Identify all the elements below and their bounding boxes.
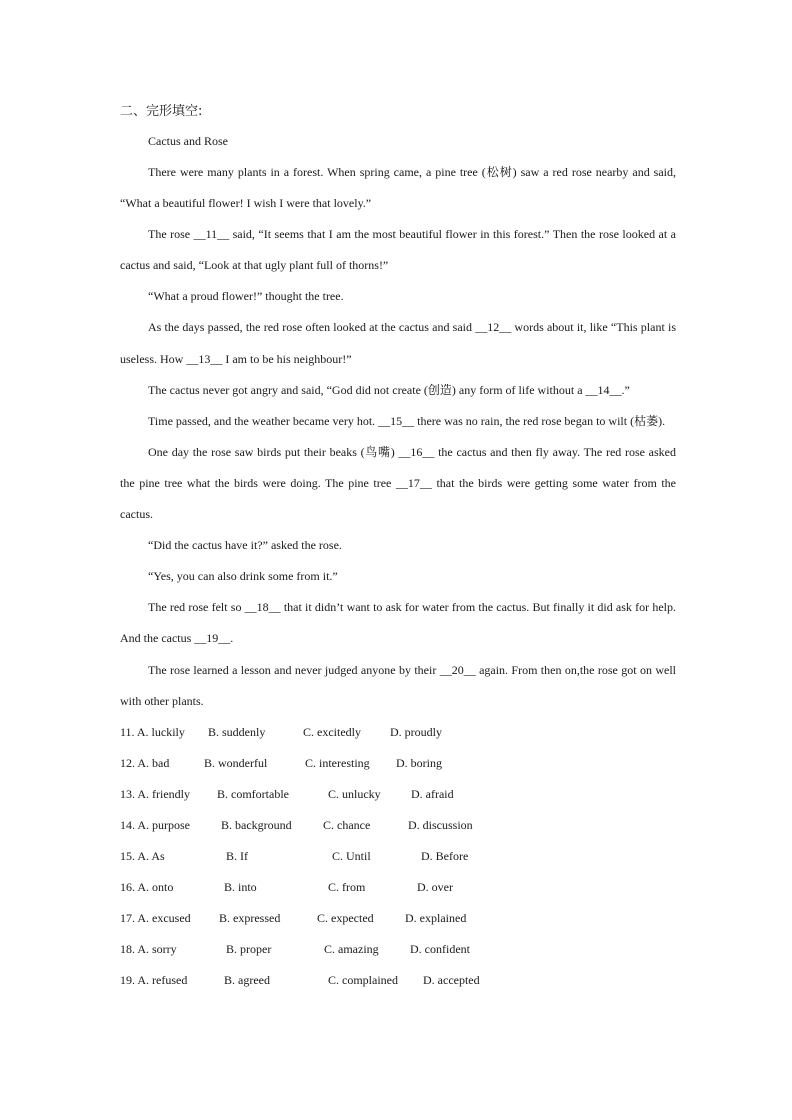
option-c: C. interesting <box>305 755 370 770</box>
option-a: 17. A. excused <box>120 911 191 926</box>
option-a: 15. A. As <box>120 849 165 864</box>
option-d: D. over <box>417 880 453 895</box>
option-a: 12. A. bad <box>120 755 170 770</box>
option-row <box>120 810 676 841</box>
paragraph: The rose learned a lesson and never judged anyone by their __20__ again. From then on,the rose got on well with other plants. <box>120 662 676 708</box>
option-row <box>120 872 676 903</box>
option-c: C. amazing <box>324 942 379 957</box>
option-a: 18. A. sorry <box>120 942 177 957</box>
paragraph: “What a proud flower!” thought the tree. <box>148 289 344 304</box>
option-b: B. into <box>224 880 257 895</box>
paragraph: The rose __11__ said, “It seems that I am the most beautiful flower in this forest.” Then the rose looked at a cactus and said, “Look at that ugly plant full of thorns!” <box>120 227 676 273</box>
paragraph: The cactus never got angry and said, “God did not create (创造) any form of life without a __14__.” <box>148 382 630 397</box>
option-b: B. expressed <box>219 911 281 926</box>
option-row <box>120 965 676 996</box>
option-b: B. agreed <box>224 973 270 988</box>
paragraph: Time passed, and the weather became very hot. __15__ there was no rain, the red rose began to wilt (枯萎). <box>148 413 666 428</box>
paragraph: There were many plants in a forest. When spring came, a pine tree (松树) saw a red rose nearby and said, “What a beautiful flower! I wish I were that lovely.” <box>120 165 676 211</box>
option-a: 11. A. luckily <box>120 724 185 739</box>
option-b: B. wonderful <box>204 755 268 770</box>
option-b: B. comfortable <box>217 786 289 801</box>
option-row <box>120 779 676 810</box>
option-a: 16. A. onto <box>120 880 174 895</box>
option-d: D. Before <box>421 849 469 864</box>
option-d: D. proudly <box>390 724 442 739</box>
option-a: 13. A. friendly <box>120 786 190 801</box>
option-row <box>120 934 676 965</box>
option-row <box>120 748 676 779</box>
option-b: B. proper <box>226 942 272 957</box>
option-d: D. boring <box>396 755 442 770</box>
option-row <box>120 717 676 748</box>
paragraph: The red rose felt so __18__ that it didn’t want to ask for water from the cactus. But finally it did ask for help. And the cactus __19__. <box>120 600 676 646</box>
option-c: C. from <box>328 880 366 895</box>
option-b: B. suddenly <box>208 724 266 739</box>
option-d: D. discussion <box>408 817 473 832</box>
option-d: D. confident <box>410 942 470 957</box>
option-d: D. afraid <box>411 786 454 801</box>
paragraph: “Did the cactus have it?” asked the rose. <box>148 538 342 553</box>
document-page <box>120 98 676 997</box>
option-c: C. expected <box>317 911 374 926</box>
option-c: C. complained <box>328 973 398 988</box>
option-c: C. Until <box>332 849 371 864</box>
option-a: 19. A. refused <box>120 973 188 988</box>
option-d: D. accepted <box>423 973 480 988</box>
paragraph: “Yes, you can also drink some from it.” <box>148 569 338 584</box>
option-c: C. unlucky <box>328 786 381 801</box>
option-b: B. If <box>226 849 248 864</box>
passage-body <box>120 157 676 717</box>
paragraph: As the days passed, the red rose often looked at the cactus and said __12__ words about it, like “This plant is useless. How __13__ I am to be his neighbour!” <box>120 320 676 366</box>
passage-title: Cactus and Rose <box>148 134 228 148</box>
option-row <box>120 903 676 934</box>
option-b: B. background <box>221 817 292 832</box>
answer-options <box>120 717 676 997</box>
option-a: 14. A. purpose <box>120 817 190 832</box>
option-c: C. excitedly <box>303 724 361 739</box>
option-d: D. explained <box>405 911 467 926</box>
option-row <box>120 841 676 872</box>
section-heading: 二、完形填空: <box>120 104 203 119</box>
option-c: C. chance <box>323 817 371 832</box>
paragraph: One day the rose saw birds put their beaks (鸟嘴) __16__ the cactus and then fly away. The red rose asked the pine tree what the birds were doing. The pine tree __17__ that the birds were getting some water from the cactus. <box>120 444 676 522</box>
